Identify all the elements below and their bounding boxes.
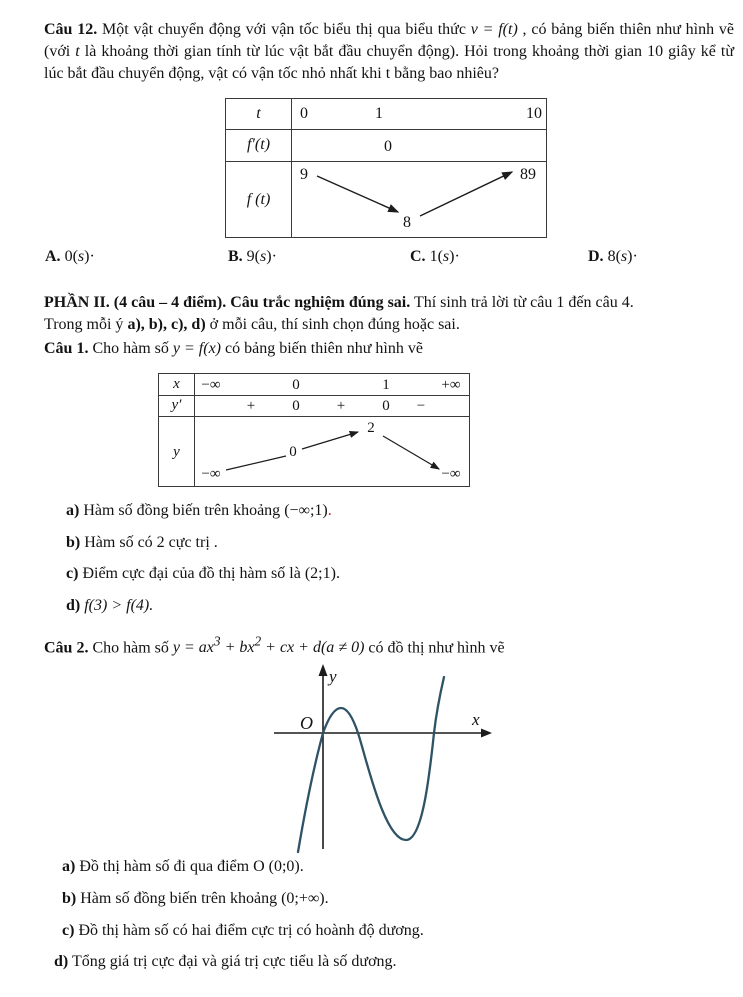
q1-item-b-text: Hàm số có 2 cực trị . [80,534,218,551]
q2-eq-p3: + cx + d(a ≠ 0) [261,639,365,657]
q12-f-min-8: 8 [403,214,411,231]
q1-item-a-math: (−∞;1) [284,502,328,519]
q1-text-1: Cho hàm số [88,340,173,357]
q2-item-c-label: c) [62,922,75,939]
q12-choice-d-pre: 8( [607,248,621,265]
q12-choice-b-post: )· [266,248,277,265]
q12-choice-b-pre: 9( [246,248,260,265]
q1-item-a [66,500,332,522]
q12-math-v-equals-ft: v = f(t) [470,21,518,38]
q1-row-label-y-text: y [173,443,180,460]
cubic-curve [298,677,444,852]
q12-table-arrows [291,161,548,237]
q1-item-c-dot: . [335,565,340,582]
q2-item-c [62,920,424,942]
question-12-paragraph [44,19,734,85]
q1-x-1: 1 [382,377,390,393]
q1-item-d [66,595,153,617]
q12-arrow-decreasing [317,176,398,212]
q1-row-label-x [159,374,194,395]
part2-instructions-1: Thí sinh trả lời từ câu 1 đến câu 4. [410,294,634,311]
q1-math-y-equals-fx: y = f(x) [172,340,222,357]
q2-item-b-text: Hàm số đồng biến trên khoảng (0;+∞). [76,890,329,907]
q12-choice-d-post: )· [627,248,638,265]
q12-text-1: Một vật chuyển động với vận tốc biểu thị qua biểu thức [97,21,471,38]
q12-f-start-9: 9 [300,166,308,183]
q12-choice-d-letter: D. [588,248,604,265]
q2-item-a-text: Đồ thị hàm số đi qua điểm O (0;0). [75,858,304,875]
q2-text-2: có đồ thị như hình vẽ [364,639,505,657]
q1-item-d-label: d) [66,597,81,614]
q12-choice-b-letter: B. [228,248,243,265]
q12-variation-table [225,98,547,238]
q1-item-a-label: a) [66,502,80,519]
q1-item-b [66,532,218,554]
q1-y-neg-inf-left: −∞ [201,466,221,482]
q1-label: Câu 1. [44,340,89,357]
q12-text-2: , có bảng biến thiên như hình vẽ (với [44,21,735,60]
q1-item-b-label: b) [66,534,81,551]
part2-header-line1 [44,292,634,314]
q12-choice-c-letter: C. [410,248,426,265]
q1-x-0: 0 [292,377,300,393]
q12-choice-c-s: s [442,248,450,265]
x-axis-arrowhead [481,729,492,738]
q1-yprime-zero-1: 0 [292,398,300,414]
part2-instructions-2b: ở mỗi câu, thí sinh chọn đúng hoặc sai. [205,316,460,333]
q1-item-c-text: Điểm cực đại của đồ thị hàm số là [78,565,305,582]
q12-row-label-f [226,161,291,239]
q12-choice-a-letter: A. [45,248,61,265]
q1-y-mid-0: 0 [289,444,297,460]
q1-arrow-rise-segment-1 [226,456,286,470]
part2-instructions-2a: Trong mỗi ý [44,316,128,333]
y-axis-label: y [329,667,337,686]
q12-row-label-t-text: t [256,105,261,122]
q12-fprime-zero: 0 [384,138,392,155]
q12-f-end-89: 89 [520,166,536,183]
q12-row-label-f-text: f (t) [246,191,271,208]
q2-item-d-text: Tổng giá trị cực đại và giá trị cực tiểu là số dương. [68,953,397,970]
q1-row-label-y [159,416,194,488]
q1-y-max-2: 2 [367,420,375,436]
q12-choice-a-pre: 0( [64,248,78,265]
q1-arrow-rise-segment-2 [302,432,358,449]
q2-eq-exp-2: 2 [254,634,262,649]
q1-item-a-text: Hàm số đồng biến trên khoảng [79,502,285,519]
y-axis-arrowhead [319,664,328,676]
q2-item-a [62,856,304,878]
q12-row-label-fprime-text: f′(t) [246,136,271,153]
q1-row-label-yprime-text: y′ [171,397,182,413]
q2-equation [172,634,365,657]
part2-items-bold: a), b), c), d) [127,316,206,333]
q1-row-label-yprime [159,395,194,416]
origin-label: O [300,713,313,733]
q1-arrow-fall-segment [383,436,439,469]
q1-yprime-minus: − [416,398,426,414]
q12-choice-a [45,246,95,268]
q1-y-neg-inf-right: −∞ [441,466,461,482]
q12-row-label-fprime [226,129,291,161]
q1-variation-table [158,373,470,487]
q1-yprime-zero-2: 0 [382,398,390,414]
q1-x-pos-inf: +∞ [441,377,461,393]
q1-row-label-x-text: x [173,376,180,392]
question-1-heading [44,338,423,360]
question-2-heading [44,631,505,659]
q1-yprime-plus-1: + [246,398,256,414]
q12-math-t: t [75,43,80,60]
q12-choice-d [588,246,638,268]
q1-item-c-label: c) [66,565,79,582]
q2-item-b [62,888,329,910]
q2-text-1: Cho hàm số [88,639,173,657]
q2-eq-p2: + bx [220,639,255,657]
q12-arrow-increasing [420,172,512,216]
q1-item-a-red-dot: . [327,502,332,519]
q2-cubic-graph [270,658,540,858]
q12-label: Câu 12. [44,21,98,38]
q2-eq-p1: y = ax [172,639,214,657]
q1-item-c-math: (2;1) [304,565,336,582]
q2-item-a-label: a) [62,858,76,875]
q1-item-c [66,563,340,585]
q2-item-d [54,951,397,973]
part2-header-line2 [44,314,460,336]
q2-item-b-label: b) [62,890,77,907]
q12-choice-b-s: s [260,248,267,265]
q1-item-d-math: f(3) > f(4). [84,597,154,614]
q12-choice-a-post: )· [84,248,95,265]
q2-label: Câu 2. [44,639,89,657]
q2-item-c-text: Đồ thị hàm số có hai điểm cực trị có hoành độ dương. [74,922,424,939]
q12-choice-c-pre: 1( [429,248,443,265]
q12-t-value-10: 10 [526,105,542,122]
q12-t-value-1: 1 [375,105,383,122]
q12-choice-c-post: )· [449,248,460,265]
q1-yprime-plus-2: + [336,398,346,414]
q12-choice-a-s: s [77,248,85,265]
part2-title: PHẦN II. (4 câu – 4 điểm). Câu trắc nghiệm đúng sai. [44,294,411,311]
q12-choice-d-s: s [620,248,628,265]
q12-text-3: là khoảng thời gian tính từ lúc vật bắt đầu chuyển động). Hỏi trong khoảng thời gian 10 giây kể từ lúc bắt đầu chuyển động, vật có vận tốc nhỏ nhất khi t bằng bao nhiêu? [44,43,734,82]
q12-choice-b [228,246,277,268]
q12-row-label-t [226,99,291,129]
x-axis-label: x [472,710,480,729]
q2-eq-exp-3: 3 [213,634,221,649]
q1-x-neg-inf: −∞ [201,377,221,393]
q1-table-arrows [194,416,471,488]
q12-t-value-0: 0 [300,105,308,122]
q2-item-d-label: d) [54,953,69,970]
q12-choice-c [410,246,460,268]
q1-text-2: có bảng biến thiên như hình vẽ [221,340,423,357]
